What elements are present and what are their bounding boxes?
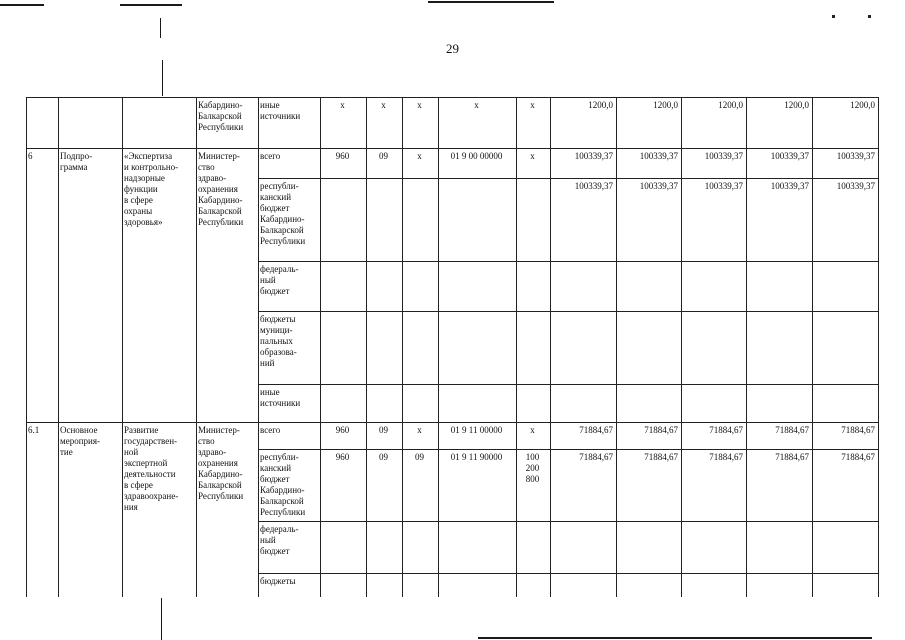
table-rule <box>258 521 878 522</box>
cell-grbs: 960 <box>335 452 350 462</box>
cell-y4 <box>748 576 809 596</box>
cell-source: федераль- ный бюджет <box>260 264 299 296</box>
cell-y4 <box>748 314 809 383</box>
table-rule <box>258 449 878 450</box>
table-rule <box>550 97 551 597</box>
cell-rz <box>368 264 399 310</box>
cell-vr <box>518 314 547 383</box>
cell-executor: Кабардино- Балкарской Республики <box>198 100 244 132</box>
scan-edge-mark <box>478 637 872 639</box>
table-rule <box>402 97 403 597</box>
cell-csr: 01 9 11 90000 <box>450 452 503 462</box>
cell-pr <box>404 524 435 572</box>
cell-y1 <box>552 264 613 310</box>
cell-y1 <box>552 387 613 421</box>
cell-grbs <box>322 181 363 260</box>
cell-y2 <box>618 576 678 596</box>
cell-rz <box>368 181 399 260</box>
cell-y1: 100339,37 <box>574 151 613 161</box>
cell-y5: 1200,0 <box>850 100 875 110</box>
cell-source: иные источники <box>260 387 301 408</box>
cell-y2: 71884,67 <box>644 452 678 462</box>
cell-grbs <box>322 387 363 421</box>
page-number: 29 <box>446 41 459 56</box>
cell-no: 6.1 <box>28 425 40 435</box>
cell-source: иные источники <box>260 100 301 121</box>
cell-rz <box>368 576 399 596</box>
cell-rz <box>368 387 399 421</box>
cell-executor: Министер- ство здраво- охранения Кабардино- Балкарской Республики <box>198 425 244 501</box>
cell-y1 <box>552 314 613 383</box>
table-rule <box>26 422 878 423</box>
cell-y1 <box>552 576 613 596</box>
cell-y3: 71884,67 <box>709 452 743 462</box>
cell-y1: 100339,37 <box>574 181 613 191</box>
cell-y2 <box>618 387 678 421</box>
table-rule <box>58 97 59 597</box>
cell-pr <box>404 387 435 421</box>
cell-y3 <box>683 524 743 572</box>
cell-kind: Основное мероприя- тие <box>60 425 100 457</box>
cell-grbs <box>322 314 363 383</box>
cell-y3: 1200,0 <box>718 100 743 110</box>
cell-source: всего <box>260 151 281 161</box>
cell-y4: 71884,67 <box>775 425 809 435</box>
cell-vr <box>518 387 547 421</box>
cell-csr <box>440 181 513 260</box>
cell-y4 <box>748 264 809 310</box>
cell-y5: 100339,37 <box>836 181 875 191</box>
cell-name <box>124 100 193 147</box>
scan-edge-mark <box>160 18 161 38</box>
table-rule <box>258 311 878 312</box>
cell-source: республи- канский бюджет Кабардино- Балкарской Республики <box>260 181 306 246</box>
cell-name: «Экспертиза и контрольно- надзорные функции в сфере охраны здоровья» <box>124 151 179 227</box>
scan-speck <box>832 15 835 18</box>
scan-edge-mark <box>428 1 554 3</box>
scan-edge-mark <box>162 60 163 96</box>
cell-pr <box>404 314 435 383</box>
cell-y5: 100339,37 <box>836 151 875 161</box>
cell-y3 <box>683 576 743 596</box>
cell-no: 6 <box>28 151 33 161</box>
table-rule <box>746 97 747 597</box>
cell-y2 <box>618 264 678 310</box>
cell-no <box>28 100 55 147</box>
cell-csr <box>440 387 513 421</box>
cell-y5 <box>814 264 875 310</box>
cell-grbs <box>322 264 363 310</box>
cell-pr: 09 <box>415 452 424 462</box>
cell-rz: x <box>381 100 386 110</box>
cell-y3 <box>683 314 743 383</box>
cell-grbs <box>322 576 363 596</box>
cell-csr <box>440 524 513 572</box>
table-rule <box>26 97 878 98</box>
table-rule <box>26 148 878 149</box>
cell-kind: Подпро- грамма <box>60 151 93 172</box>
table-rule <box>366 97 367 597</box>
table-rule <box>196 97 197 597</box>
cell-pr: x <box>417 151 422 161</box>
cell-source: бюджеты <box>260 576 296 586</box>
cell-executor: Министер- ство здраво- охранения Кабардино- Балкарской Республики <box>198 151 244 227</box>
cell-csr: 01 9 00 00000 <box>450 151 503 161</box>
cell-y5 <box>814 314 875 383</box>
cell-y4 <box>748 387 809 421</box>
cell-y2: 1200,0 <box>653 100 678 110</box>
cell-source: федераль- ный бюджет <box>260 524 299 556</box>
cell-source: республи- канский бюджет Кабардино- Балкарской Республики <box>260 452 306 517</box>
cell-vr: x <box>530 151 535 161</box>
cell-y4: 1200,0 <box>784 100 809 110</box>
cell-y4 <box>748 524 809 572</box>
table-rule <box>438 97 439 597</box>
cell-y3 <box>683 264 743 310</box>
cell-y5 <box>814 576 875 596</box>
cell-y2: 100339,37 <box>639 181 678 191</box>
table-rule <box>258 573 878 574</box>
budget-table <box>26 97 890 597</box>
table-rule <box>258 178 878 179</box>
cell-vr <box>518 524 547 572</box>
table-rule <box>258 384 878 385</box>
cell-csr: 01 9 11 00000 <box>450 425 503 435</box>
table-rule <box>258 261 878 262</box>
cell-y4: 100339,37 <box>770 181 809 191</box>
cell-y3 <box>683 387 743 421</box>
cell-y1: 71884,67 <box>579 425 613 435</box>
scan-edge-mark <box>161 598 162 640</box>
cell-grbs: 960 <box>335 425 350 435</box>
cell-y3: 100339,37 <box>704 181 743 191</box>
cell-rz <box>368 314 399 383</box>
cell-y1 <box>552 524 613 572</box>
cell-vr: x <box>530 100 535 110</box>
table-rule <box>616 97 617 597</box>
cell-grbs: 960 <box>335 151 350 161</box>
cell-pr: x <box>417 100 422 110</box>
cell-y2: 100339,37 <box>639 151 678 161</box>
cell-y2 <box>618 524 678 572</box>
cell-name: Развитие государствен- ной экспертной деятельности в сфере здравоохране- ния <box>124 425 179 512</box>
cell-rz: 09 <box>379 151 388 161</box>
table-rule <box>516 97 517 597</box>
cell-y2: 71884,67 <box>644 425 678 435</box>
cell-vr <box>518 264 547 310</box>
cell-csr: x <box>474 100 479 110</box>
cell-y3: 71884,67 <box>709 425 743 435</box>
cell-y5: 71884,67 <box>841 452 875 462</box>
cell-vr: 100 200 800 <box>525 452 540 484</box>
cell-pr <box>404 264 435 310</box>
cell-y4: 100339,37 <box>770 151 809 161</box>
scan-speck <box>868 15 871 18</box>
cell-y1: 1200,0 <box>588 100 613 110</box>
table-rule <box>681 97 682 597</box>
table-rule <box>812 97 813 597</box>
cell-kind <box>60 100 119 147</box>
cell-y4: 71884,67 <box>775 452 809 462</box>
cell-csr <box>440 314 513 383</box>
cell-y5 <box>814 387 875 421</box>
cell-y5 <box>814 524 875 572</box>
cell-pr <box>404 181 435 260</box>
table-rule <box>26 97 27 597</box>
cell-pr: x <box>417 425 422 435</box>
cell-rz: 09 <box>379 452 388 462</box>
cell-vr <box>518 576 547 596</box>
cell-csr <box>440 576 513 596</box>
cell-y2 <box>618 314 678 383</box>
scan-edge-mark <box>0 4 44 6</box>
cell-y3: 100339,37 <box>704 151 743 161</box>
cell-grbs: x <box>340 100 345 110</box>
table-rule <box>878 97 879 597</box>
cell-vr: x <box>530 425 535 435</box>
cell-y5: 71884,67 <box>841 425 875 435</box>
cell-source: бюджеты муници- пальных образова- ний <box>260 314 297 368</box>
table-rule <box>320 97 321 597</box>
cell-csr <box>440 264 513 310</box>
cell-vr <box>518 181 547 260</box>
cell-pr <box>404 576 435 596</box>
table-rule <box>122 97 123 597</box>
cell-grbs <box>322 524 363 572</box>
cell-source: всего <box>260 425 281 435</box>
cell-rz <box>368 524 399 572</box>
cell-y1: 71884,67 <box>579 452 613 462</box>
cell-rz: 09 <box>379 425 388 435</box>
table-rule <box>258 97 259 597</box>
scan-edge-mark <box>120 4 182 6</box>
